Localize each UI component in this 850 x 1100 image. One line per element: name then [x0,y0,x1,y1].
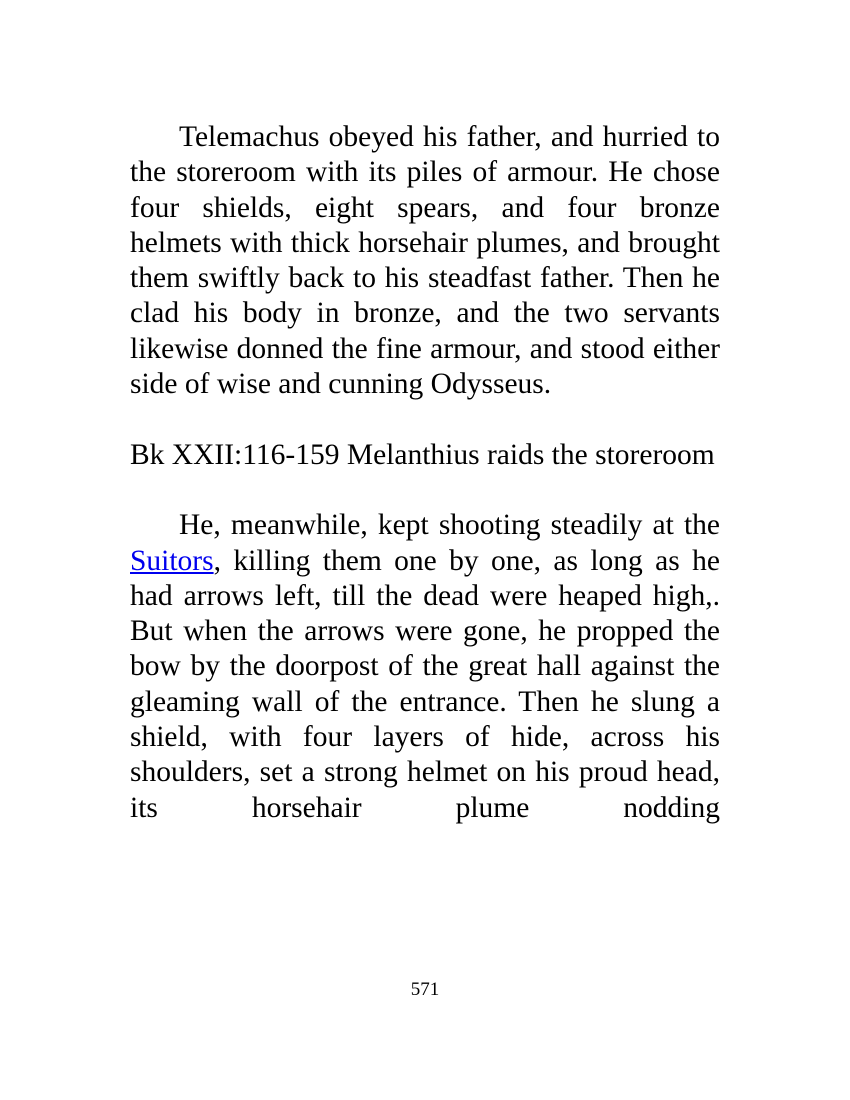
suitors-link[interactable]: Suitors [130,544,214,577]
paragraph-gap [130,402,720,437]
paragraph-telemachus: Telemachus obeyed his father, and hurried to the storeroom with its piles of armour. He chose four shields, eight spears, and four bronze helmets with thick horsehair plumes, and brought them swiftly back to his steadfast father. Then he clad his body in bronze, and the two servants likewise donned the fine armour, and stood either side of wise and cunning Odysseus. [130,121,720,401]
page-body [130,120,720,826]
paragraph-text-after-link: , killing them one by one, as long as he had arrows left, till the dead were heaped high,. But when the arrows were gone, he propped the bow by the doorpost of the great hall against the gleaming wall of the entrance. Then he slung a shield, with four layers of hide, across his shoulders, set a strong helmet on his proud head, its horsehair plume nodding [130,544,720,824]
paragraph-melanthius [130,508,720,826]
section-heading: Bk XXII:116-159 Melanthius raids the storeroom [130,438,715,471]
page-number: 571 [410,979,440,1000]
paragraph-gap [130,473,720,508]
paragraph-text-before-link: He, meanwhile, kept shooting steadily at the [179,509,720,542]
